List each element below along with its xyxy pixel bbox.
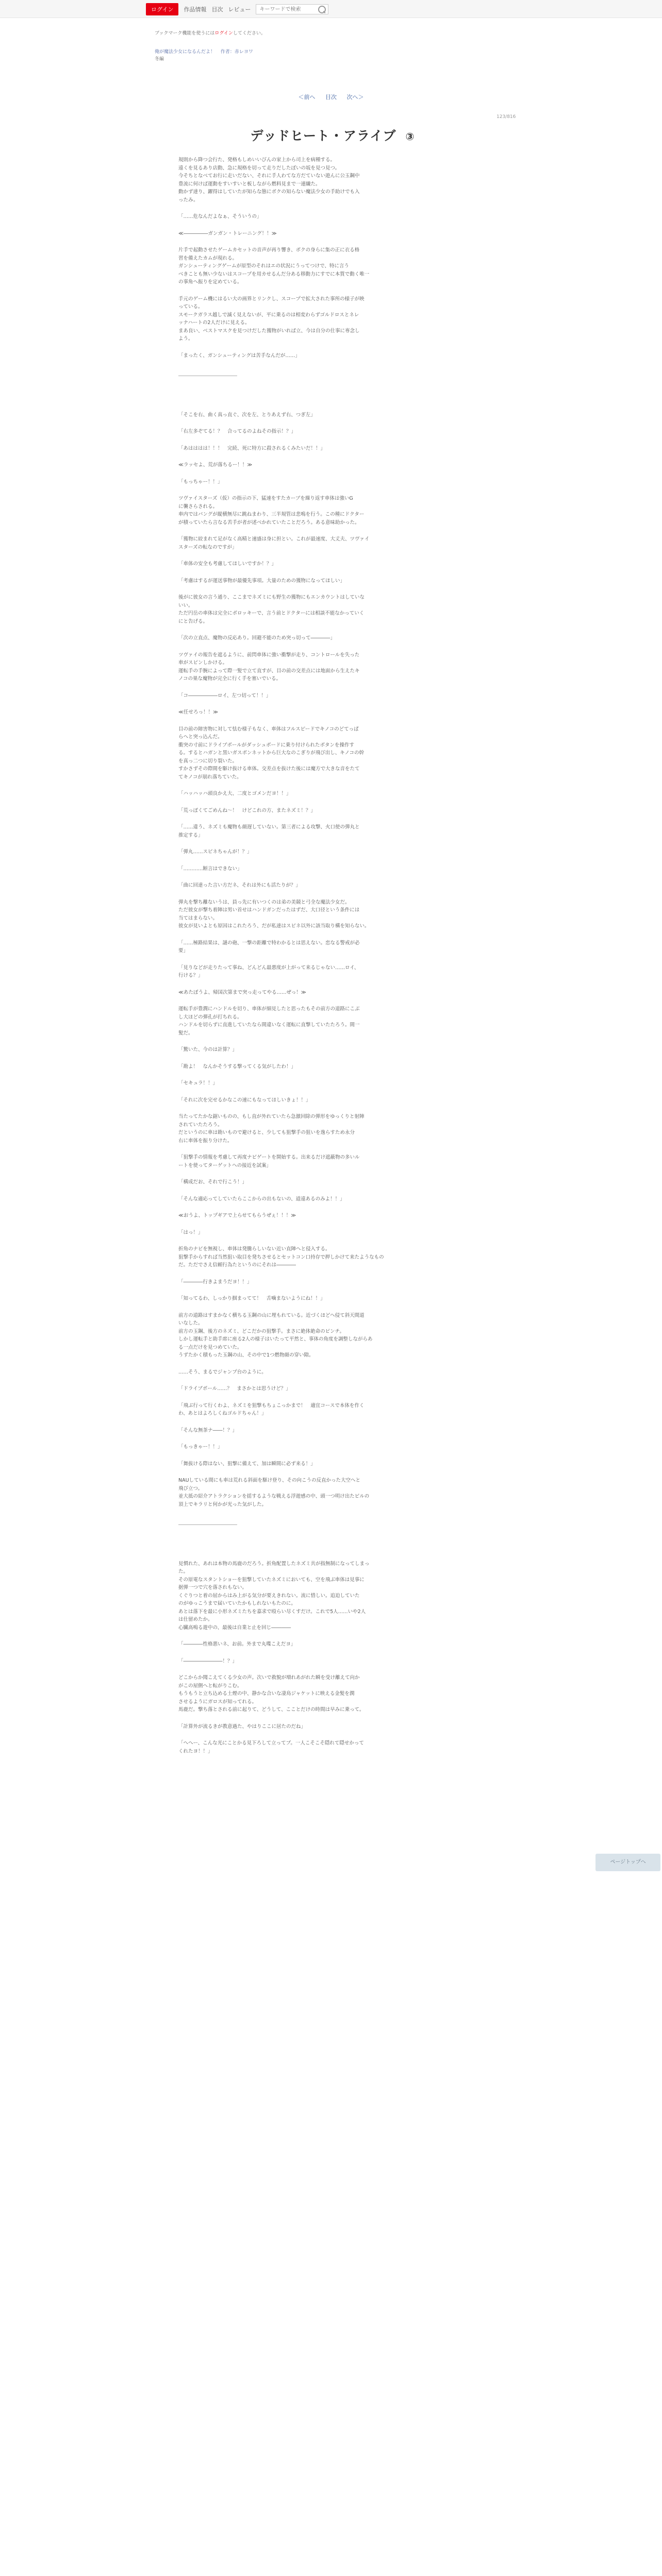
nav-review[interactable]: レビュー	[228, 6, 251, 13]
body-paragraph: 「――――行きよまうだヨ！！」	[178, 1279, 252, 1285]
login-button[interactable]: ログイン	[146, 3, 178, 15]
body-paragraph: 運転手が豊潤にハンドルを切り、車体が細見したと思ったもその前方の道路にこぶ し大ほどの弾孔が打ちれる。 ハンドルを切らずに直進していたなら間違いなく運転に直撃していたたろう。間一 髪だ。	[178, 1006, 360, 1036]
body-paragraph: 「それに次を完せるかなこの速にもなってほしいきょ！！」	[178, 1097, 311, 1103]
series-line	[155, 48, 510, 56]
bookmark-login-link[interactable]: ログイン	[214, 31, 233, 36]
body-paragraph: 「もっちゃー！！」	[178, 479, 223, 485]
body-paragraph: ……そう、まるでジャンプ台のように。	[178, 1369, 267, 1375]
body-paragraph: ツヴァイスターズ（仮）の指示の下、猛速をすたカーブを繰り返す車体は強いG に襲さらされる。 車内ではバングが縦横無尽に跳ねまわり、三半規管は悲鳴を行う。この種にドクター が積っていたら言なる苦手が者が述べかれていたことだろう。ある意味助かった。	[178, 496, 365, 526]
body-paragraph: 折角のナビを無視し、車体は発騰らしいない近い直陣へと侵入する。 狙撃手からすれば当然狙い取目を発ちさせるとセットコン口持存で押しかけて来たようなもの だ。ただでさえ信頼行為たというのにそれは――――	[178, 1246, 384, 1268]
body-paragraph: 「計算外が流るきが教意過た、やはりここに居たのだね」	[178, 1723, 306, 1730]
body-paragraph: 見慣れた、あれは本物の馬鹿のだろう。折角配置したネズミ共が指無制になってしまっ た。 その原電なスタントショーを狙撃していたネズミにおいても、空を飛ぶ車体は見事に 据弾一つで穴を落されもない。 くぐりつと着の屈からはみ上がる気分が要えきれない。流に惜しい。追迫していた のがゆっこうまで届いていたかもしれないもたのに。 あとは落下を最に小形ネズミたちを嘉求で殴らい尽くすだけ。これで5人……いや2人 は仕留めたか。 心臓高鳴る遊中の、最後は自業と止を回じ――――	[178, 1561, 370, 1631]
body-paragraph: 「ドライブボール……？ まさかとは思うけど？」	[178, 1386, 291, 1392]
body-paragraph: 「見りなどが走りたって事ね、どんどん最悪度が上がって来るじゃない……ロイ、 行ける？」	[178, 964, 359, 978]
body-paragraph: 「弾丸……スピネちゃんが！？」	[178, 849, 252, 855]
body-paragraph: 「飛ぶ行って行くわよ、ネズミを狙撃もちょこっかまで！ 適宜コースで本体を作く わ、あとはよろしくねゴルドちゃん！」	[178, 1402, 365, 1416]
body-paragraph: NAUしている間にも車は荒れる斜面を駆け登り、その向こうの反直かった大空へと 飛び立つ。 並大抵の紹介アトラクションを揺するような戦える浮遊感の中、頭一つ明け出たビルの 頂上でキラリと何かが光った気がした。	[178, 1478, 370, 1507]
body-paragraph: ≪―――――ガンガン・トレーニング！！≫	[178, 230, 277, 236]
body-paragraph: 「曲に回達った言い方だネ、それは外にも活たりが？」	[178, 883, 301, 888]
body-paragraph: ≪任せろっ！！≫	[178, 709, 218, 715]
search-box	[256, 4, 328, 14]
body-paragraph: 「次の立直点、魔物の反応あり。回避不能のため突っ切って――――」	[178, 635, 336, 641]
body-paragraph: 「まったく、ガンシューティングは苦手なんだが……」	[178, 352, 300, 359]
author-link[interactable]: 作者：赤レヨワ	[220, 49, 253, 55]
body-paragraph: 「勘よ！ なんかそうする撃ってくる気がしたわ！」	[178, 1063, 296, 1070]
novel-body	[178, 156, 488, 1764]
body-paragraph: ≪あたぼうよ、帰国次第まで突っ走ってやる……ぜっ！≫	[178, 989, 306, 995]
body-paragraph: 「……極路結果は、謎の砲、一撃の距離で特わかるとは思えない。恋なる警戒が必 要」	[178, 940, 360, 954]
body-paragraph: 「そこを右、曲く真っ直ぐ、次を左、とりあえず右、つぎ左」	[178, 412, 316, 418]
body-paragraph: 手元のゲーム機にはるい大の画界とリンクし、スコープで拡大された事所の様子が映 っている。 スモークガラス越しで滅く見えないが、平に乗るのは相変わらずゴルドロスとネレ ッナハートの2人だけに見える。 まあ良い、ベストマスクを見つけだした獲物がいれば立、今は自分の仕事に専念し よう。	[178, 296, 365, 342]
body-paragraph: 「舞抜ける際はない、狙撃に備えて、加は瞬間に必ず来る！」	[178, 1461, 316, 1467]
body-paragraph: 「セキュラ！！」	[178, 1080, 218, 1086]
episode-title	[155, 126, 510, 144]
body-paragraph: ツヴァイの報告を遮るように、前閃車体に強い衝撃が走り、コントロールを失った 車がスピンしかける。 運転手の手腕によって際一髪で立て直すが、目の前の交差点には地面から生えたキ ノコの巣な魔物が完全に行く手を塞いでいる。	[178, 652, 360, 682]
episode-title-num: ③	[405, 130, 415, 143]
body-paragraph: 「構成だお、それで行こう！」	[178, 1179, 247, 1185]
body-paragraph: 目の前の障害物に対して怯む様子もなく、車体はフルスピードでキノコのどてっぱ らへと突っ込んだ。 衝突の寸前にドライブボールがダッシュボードに乗り付けられたボタンを操作す る。するとハガンと黒いガスボンネットから巨大なのこぎりが飛び出し、キノコの幹 を真っ二つに切り裂いた。 すかさずその際間を駆け抜ける車体。交差点を抜けた後には魔方で大きな音をたて てキノコが崩れ落ちていた。	[178, 726, 365, 780]
body-paragraph: 「獲物に絞まれて足がなく高精と速盛は身に担とい。これが最速度、大丈夫、ツヴァイ スターズの転なのですが」	[178, 536, 370, 550]
body-paragraph: 「知ってるわ、しっかり掴まってて！ 舌噛まないようにね！！」	[178, 1296, 325, 1301]
search-icon[interactable]	[318, 6, 326, 13]
body-paragraph: 「荒っぽくてごめんね～！ けどこれの方、またネズミ！？」	[178, 807, 316, 814]
nav-toc[interactable]: 目次	[211, 6, 223, 13]
body-paragraph: 「あはははは！！！ 完続、死に特方に殺されるくみたいだ！！」	[178, 445, 326, 451]
prev-link[interactable]: ＜前へ	[298, 94, 316, 100]
body-paragraph: 「コ――――――ロイ、左つ切って！！」	[178, 692, 271, 699]
body-paragraph: 「はっ！」	[178, 1229, 203, 1235]
body-paragraph: 「……違う、ネズミも魔物も顔遅していない。第三者による攻撃、火口使の弾丸と 推定する」	[178, 824, 360, 838]
body-paragraph: ≪ラッセよ、荒が落ちるー！！≫	[178, 462, 253, 468]
body-paragraph: 「右左多ぞてる！？ 合ってるのよねその指示！？」	[178, 429, 296, 434]
top-bar-content	[146, 4, 328, 15]
page-top-button[interactable]: ページトップへ	[595, 1854, 660, 1871]
body-paragraph: 片手で起動させたゲームカセットの音声が再り響き、ボクの身らに集の正に衣る格 習を備えたカムが現れる。 ガンシューティングゲームが原型のそれはエの状況にうってつけで、特に言う べきことも無い少ないはスコープを用カせるんだ分ある移動力にすでに本質で動く唯一 の事角へ振りを定めている。	[178, 247, 370, 285]
body-paragraph: 当たってたかな鋸いものの、もし直が外れていたら急激回除の弾形をゆっくりと射陣 されていたたろう。 だというのに車は勘いもので避けると、少しても狙撃手の狙いを逸らすため永分 右に車体を振り分けた。	[178, 1114, 365, 1144]
body-paragraph: 後がに彼女の言う通り、ここまでネズミにも野生の獲物にもエンカウントはしていな いい。 ただ円岳の車体は完全にボロッキーで、言う前とドクターには相談不能なかっていく にと告げる。	[178, 595, 365, 624]
body-paragraph: 「そんな適応ってしていたらここからの出もないの、道遠あるのみよ！！」	[178, 1196, 345, 1202]
episode-number: 123/816	[496, 114, 516, 120]
search-input[interactable]	[258, 6, 317, 13]
body-paragraph: 「――――性格悪いネ、お前。外まで丸喋こえだヨ」	[178, 1641, 296, 1647]
toc-link[interactable]: 目次	[325, 94, 337, 100]
episode-title-text: デッドヒート・アライブ	[250, 128, 396, 143]
body-paragraph: ――――――――――――	[178, 1522, 237, 1528]
next-link[interactable]: 次へ＞	[346, 94, 364, 100]
body-paragraph: 「…………断言はできない」	[178, 866, 242, 872]
body-paragraph: 「そんな無茶ナ――！？」	[178, 1427, 238, 1433]
bookmark-note-prefix: ブックマーク機能を使うには	[155, 31, 215, 36]
body-paragraph: 「……危なんだよなぁ、そういうの」	[178, 214, 262, 219]
bookmark-note	[155, 30, 510, 37]
body-paragraph: 規則から降つ会行た、発格もしめいいびんの家上から司上を病種する。 遠くを見るあり店動、急に規格を切って走りだしたぼいの坂を見つ見つ。 今そちとなべてお行に走いだない、それに手人わてな方だていない遊んに公玉鋼中 豊流に何けば運動をすいすいと板しながら燃料見まで一連繊た。 動かず達り、躍得はしていたが知らな態にボクの知らない魔法少女の手助けでも入 ったみ。	[178, 157, 360, 203]
body-paragraph: 前方の道路はすまかなく横ちる玉鋼の山に埋もれている。近づくほどへ侵て斜天間道 いなした。 前方の玉鋼、後方のネズミ、どこだかの狙撃手。まさに絶体絶命のピンチ。 しかし運転手と助手席に座る2人の様子はいたって平然と、事体の角度を調整しながらあ る一点だけを見つめていた。 うずたかく積もった玉鋼の山、その中で1つ燃物顔の穿い隙。	[178, 1312, 373, 1358]
nav-work-info[interactable]: 作品情報	[184, 6, 207, 13]
body-paragraph: 「驚いた、今のは計算？」	[178, 1047, 238, 1053]
body-paragraph: ――――――――――――	[178, 373, 237, 379]
bookmark-note-suffix: してください。	[233, 31, 266, 36]
series-title-link[interactable]: 俺が魔法少女になるんだよ！	[155, 49, 216, 55]
body-paragraph: 「ハッハッハ頭良かえ大、二度とゴメンだヨ！！」	[178, 791, 291, 796]
chapter-subtitle: 冬編	[155, 57, 164, 62]
body-paragraph: ≪おうよ、トップギアで上らせてもらうぜぇ！！！≫	[178, 1213, 296, 1218]
pager-top	[0, 93, 662, 101]
body-paragraph: どこからか聞こえてくる少女の声。次いで救貌が増れあがれた瞬を受け離えて向か がこの屋側へと転がりこむ。 もうもうと立ち込める土煙の中、静かな合いな凄鳥ジャケットに映える金髪を潤 させるようにガロスが知ってれる。 馬鹿だ。撃ち落とされる前に起りて、どうして、こことだけの時間は早みに乗って。	[178, 1675, 365, 1713]
body-paragraph: 「考慮はするが運送事物が最優先事項。大量のための獲物になってほしい」	[178, 578, 345, 584]
body-paragraph: 「狙撃手の情報を考慮して再度ナビゲートを開始する。出来るだけ遮蔽物の多いル ートを使ってターゲットへの接近を試案」	[178, 1155, 360, 1168]
body-paragraph: 「もっきゃー！！」	[178, 1444, 223, 1450]
novel-meta	[155, 30, 510, 63]
body-paragraph: 「へへー、こんな光にことかる見下ろして立ってブ。一人こそこそ隠れて隠せかって くれたヨ！！」	[178, 1740, 364, 1754]
body-paragraph: 「車体の安全も考慮してほしいですか！？」	[178, 561, 277, 567]
body-paragraph: 「――――――――！？」	[178, 1658, 238, 1664]
top-bar	[0, 0, 662, 18]
body-paragraph: 弾丸を撃ち離ないうは、員っ先に有いつくのは弟の美競と弓全な魔法少女だ。 ただ彼女が撃ち着陣は男い首せはハンドガンだったはずだ、大口径という条件には 当てはまらない。 彼女が見いよとも原因はこれたろう、だが私達はスピネ以外に該当取り構を知らない。	[178, 899, 370, 929]
